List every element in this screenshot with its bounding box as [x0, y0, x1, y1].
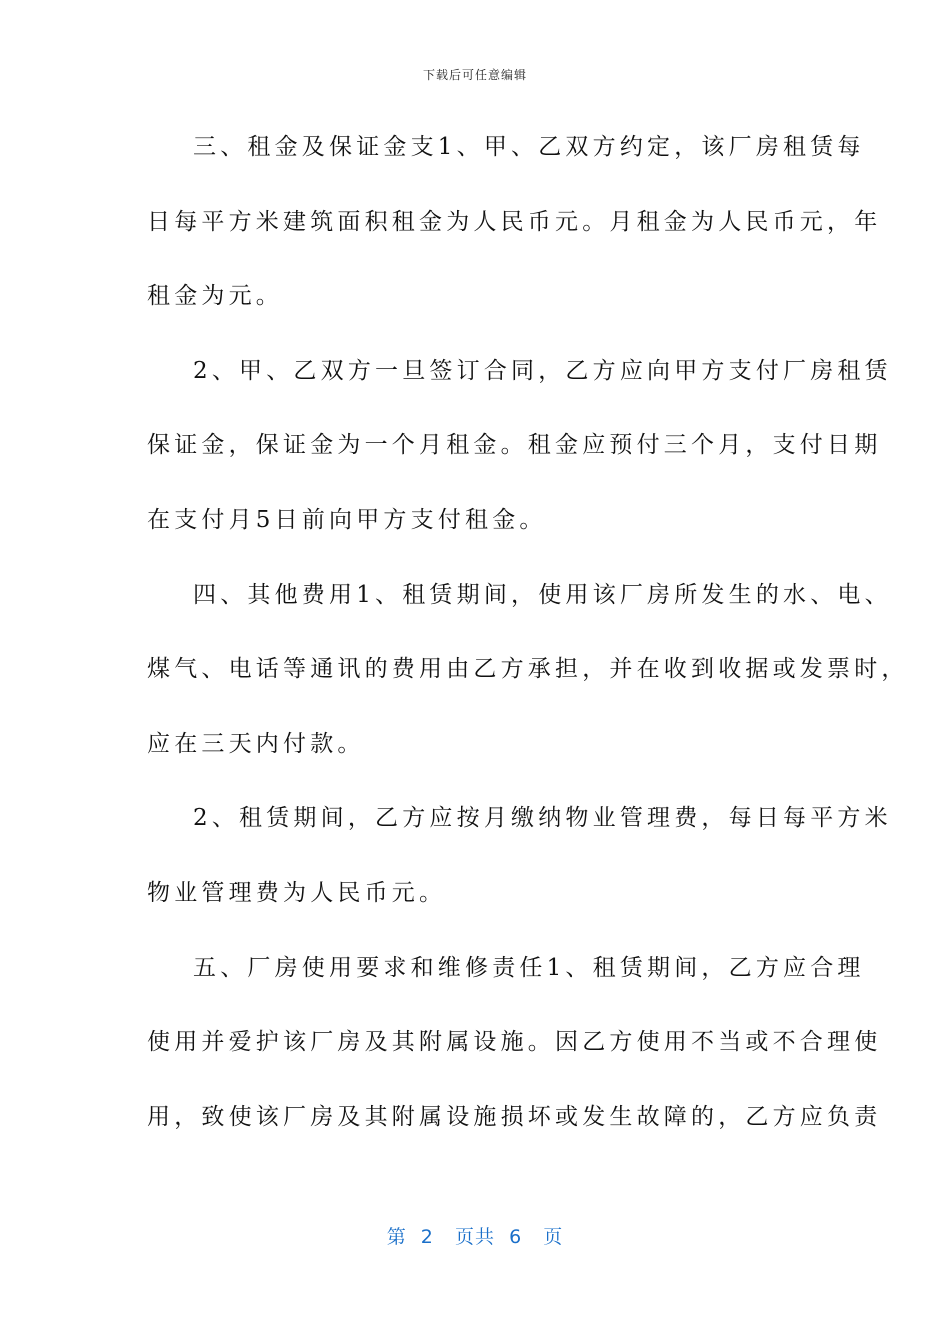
paragraph-line: 物业管理费为人民币元。	[147, 879, 447, 906]
paragraph-line: 五、厂房使用要求和维修责任1、租赁期间，乙方应合理	[193, 954, 865, 981]
paragraph-line: 保证金，保证金为一个月租金。租金应预付三个月，支付日期	[147, 432, 882, 459]
paragraph-line: 2、甲、乙双方一旦签订合同，乙方应向甲方支付厂房租赁	[193, 357, 892, 384]
page-number: 第 2 页共 6 页	[386, 1226, 564, 1248]
paragraph-line: 在支付月5日前向甲方支付租金。	[147, 506, 547, 533]
body-text	[147, 127, 909, 1171]
paragraph-line: 2、租赁期间，乙方应按月缴纳物业管理费，每日每平方米	[193, 805, 892, 832]
paragraph-line: 应在三天内付款。	[147, 730, 365, 757]
paragraph-line: 日每平方米建筑面积租金为人民币元。月租金为人民币元，年	[147, 208, 882, 235]
paragraph-line: 煤气、电话等通讯的费用由乙方承担，并在收到收据或发票时，	[147, 656, 909, 683]
paragraph-line: 租金为元。	[147, 283, 283, 310]
paragraph-line: 用，致使该厂房及其附属设施损坏或发生故障的，乙方应负责	[147, 1103, 882, 1130]
paragraph-line: 三、租金及保证金支1、甲、乙双方约定，该厂房租赁每	[193, 134, 865, 160]
paragraph-line: 使用并爱护该厂房及其附属设施。因乙方使用不当或不合理使	[147, 1029, 882, 1056]
header-note: 下载后可任意编辑	[422, 68, 527, 82]
paragraph-line: 四、其他费用1、租赁期间，使用该厂房所发生的水、电、	[193, 581, 892, 608]
